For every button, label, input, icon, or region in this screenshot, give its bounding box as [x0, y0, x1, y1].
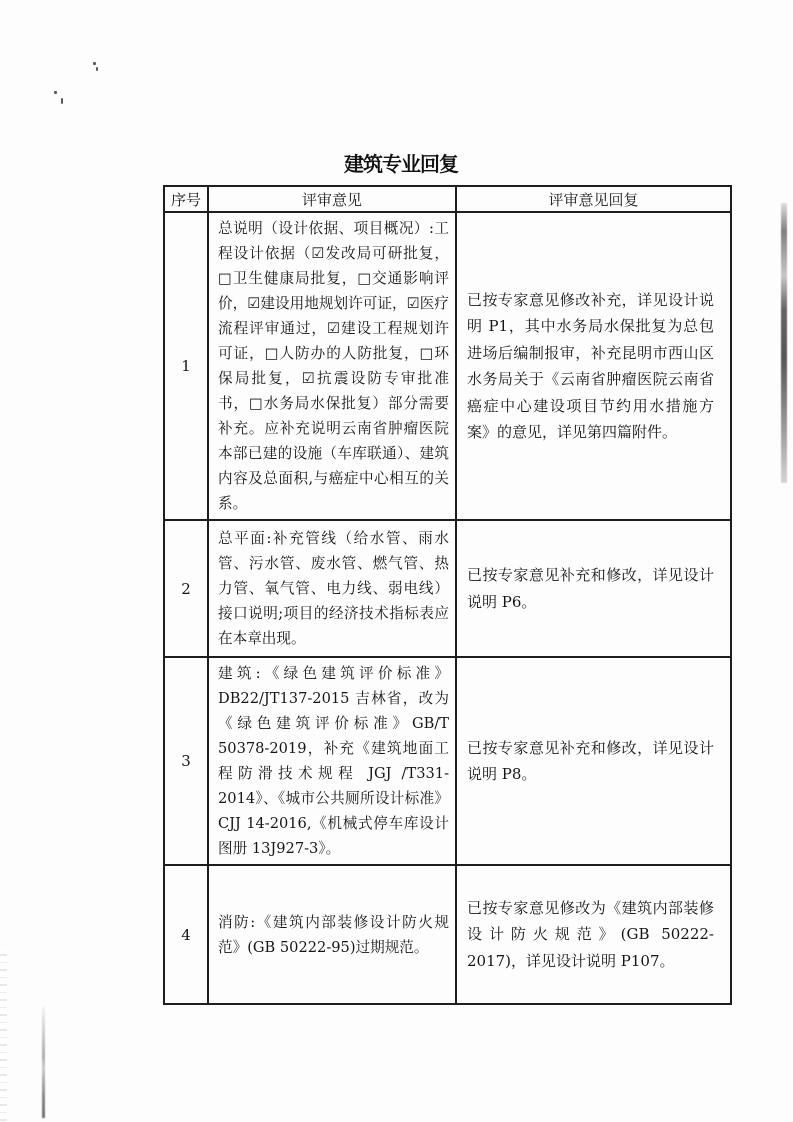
scan-streak-right — [781, 203, 787, 483]
table-row — [164, 212, 731, 520]
header-serial-number: 序号 — [164, 186, 208, 212]
review-comment-cell — [208, 520, 456, 657]
scan-speck — [96, 67, 98, 71]
review-reply-text: 已按专家意见修改补充，详见设计说明 P1，其中水务局水保批复为总包进场后编制报审，补充昆明市西山区水务局关于《云南省肿瘤医院云南省癌症中心建设项目节约用水措施方案》的意见，详见第四篇附件。 — [467, 290, 714, 441]
header-review-comment: 评审意见 — [208, 186, 456, 212]
review-comment-cell — [208, 657, 456, 865]
review-comment-text: 总说明（设计依据、项目概况）:工程设计依据（☑发改局可研批复，□卫生健康局批复，□交通影响评价，☑建设用地规划许可证，☑医疗流程评审通过，☑建设工程规划许可证，□人防办的人防批复，□环保局批复，☑抗震设防专审批准书，□水务局水保批复）部分需要补充。应补充说明云南省肿瘤医院本部已建的设施（车库联通）、建筑内容及总面积,与癌症中心相互的关系。 — [218, 220, 449, 512]
row-number: 1 — [164, 212, 208, 520]
scan-speck — [61, 98, 63, 104]
row-number: 4 — [164, 865, 208, 1004]
scan-speck — [54, 91, 57, 94]
review-comment-text: 消防:《建筑内部装修设计防火规范》(GB 50222-95)过期规范。 — [218, 913, 449, 956]
table-row — [164, 520, 731, 657]
review-reply-cell — [456, 520, 731, 657]
table-header-row — [164, 186, 731, 212]
row-number: 3 — [164, 657, 208, 865]
scan-edge-noise — [0, 948, 7, 1122]
review-reply-cell — [456, 865, 731, 1004]
table-row — [164, 865, 731, 1004]
row-number: 2 — [164, 520, 208, 657]
table-row — [164, 657, 731, 865]
scan-streak-left — [42, 1006, 45, 1118]
header-review-reply: 评审意见回复 — [456, 186, 731, 212]
review-comment-cell — [208, 212, 456, 520]
review-table — [163, 185, 732, 1005]
review-reply-text: 已按专家意见补充和修改，详见设计说明 P6。 — [467, 566, 714, 611]
page-title: 建筑专业回复 — [344, 152, 458, 176]
review-comment-text: 总平面:补充管线（给水管、雨水管、污水管、废水管、燃气管、热力管、氧气管、电力线、弱电线）接口说明;项目的经济技术指标表应在本章出现。 — [218, 530, 449, 647]
review-reply-cell — [456, 212, 731, 520]
review-reply-cell — [456, 657, 731, 865]
scan-speck — [93, 62, 96, 65]
review-comment-text: 建筑:《绿色建筑评价标准》DB22/JT137-2015 吉林省，改为《绿色建筑评价标准》GB/T 50378-2019，补充《建筑地面工程防滑技术规程 JGJ /T331-2014》、《城市公共厕所设计标准》CJJ 14-2016,《机械式停车库设计图册 13J927-3》。 — [218, 665, 449, 857]
review-reply-text: 已按专家意见补充和修改，详见设计说明 P8。 — [467, 738, 714, 783]
review-reply-text: 已按专家意见修改为《建筑内部装修设计防火规范》(GB 50222-2017)，详见设计说明 P107。 — [467, 898, 714, 970]
review-comment-cell — [208, 865, 456, 1004]
